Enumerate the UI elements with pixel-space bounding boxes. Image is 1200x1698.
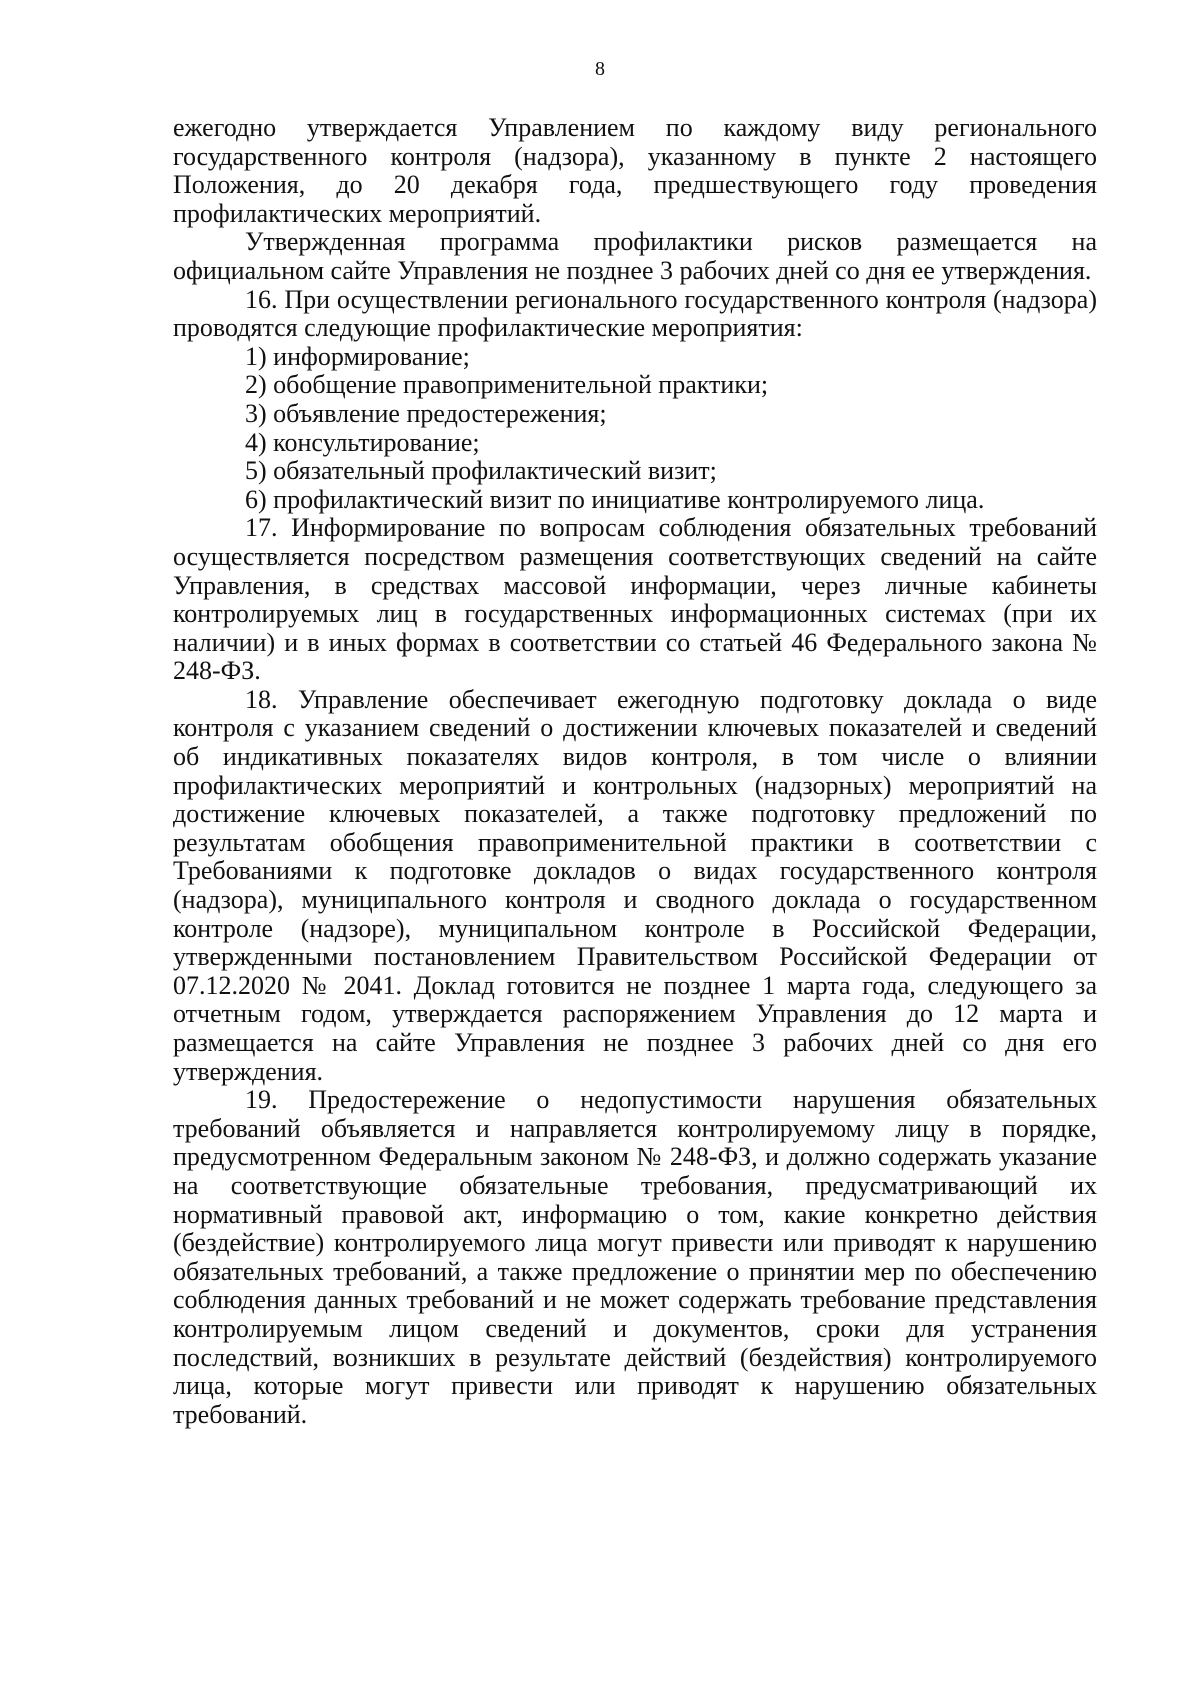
measure-item: 6) профилактический визит по инициативе контролируемого лица.	[245, 484, 985, 514]
measure-item: 2) обобщение правоприменительной практики;	[245, 370, 769, 400]
measure-item: 4) консультирование;	[245, 427, 480, 457]
document-body	[173, 114, 1097, 1429]
measures-list	[173, 343, 1097, 515]
page-number: 8	[595, 58, 605, 80]
paragraph-clause-17: 17. Информирование по вопросам соблюдения обязательных требований осуществляется посредством размещения соответствующих сведений на сайте Управления, в средствах массовой информации, через личные кабинеты контролируемых лиц в государственных информационных системах (при их наличии) и в иных формах в соответствии со статьей 46 Федерального закона № 248-ФЗ.	[173, 513, 1097, 686]
paragraph-intro-continued: ежегодно утверждается Управлением по каждому виду регионального государственного контроля (надзора), указанному в пункте 2 настоящего Положения, до 20 декабря года, предшествующего году проведения профилактических мероприятий.	[173, 113, 1097, 228]
measure-item: 5) обязательный профилактический визит;	[245, 456, 717, 486]
paragraph-clause-18: 18. Управление обеспечивает ежегодную подготовку доклада о виде контроля с указанием сведений о достижении ключевых показателей и сведений об индикативных показателях видов контроля, в том числе о влиянии профилактических мероприятий и контрольных (надзорных) мероприятий на достижение ключевых показателей, а также подготовку предложений по результатам обобщения правоприменительной практики в соответствии с Требованиями к подготовке докладов о видах государственного контроля (надзора), муниципального контроля и сводного доклада о государственном контроле (надзоре), муниципальном контроле в Российской Федерации, утвержденными постановлением Правительством Российской Федерации от 07.12.2020 № 2041. Доклад готовится не позднее 1 марта года, следующего за отчетным годом, утверждается распоряжением Управления до 12 марта и размещается на сайте Управления не позднее 3 рабочих дней со дня его утверждения.	[173, 684, 1097, 1086]
paragraph-clause-19: 19. Предостережение о недопустимости нарушения обязательных требований объявляется и направляется контролируемому лицу в порядке, предусмотренном Федеральным законом № 248-ФЗ, и должно содержать указание на соответствующие обязательные требования, предусматривающий их нормативный правовой акт, информацию о том, какие конкретно действия (бездействие) контролируемого лица могут привести или приводят к нарушению обязательных требований, а также предложение о принятии мер по обеспечению соблюдения данных требований и не может содержать требование представления контролируемым лицом сведений и документов, сроки для устранения последствий, возникших в результате действий (бездействия) контролируемого лица, которые могут привести или приводят к нарушению обязательных требований.	[173, 1085, 1097, 1429]
paragraph-clause-16: 16. При осуществлении регионального государственного контроля (надзора) проводятся следующие профилактические мероприятия:	[173, 284, 1097, 343]
paragraph-program-publication: Утвержденная программа профилактики рисков размещается на официальном сайте Управления не позднее 3 рабочих дней со дня ее утверждения.	[173, 227, 1097, 285]
measure-item: 3) объявление предостережения;	[245, 398, 607, 428]
measure-item: 1) информирование;	[245, 341, 470, 371]
